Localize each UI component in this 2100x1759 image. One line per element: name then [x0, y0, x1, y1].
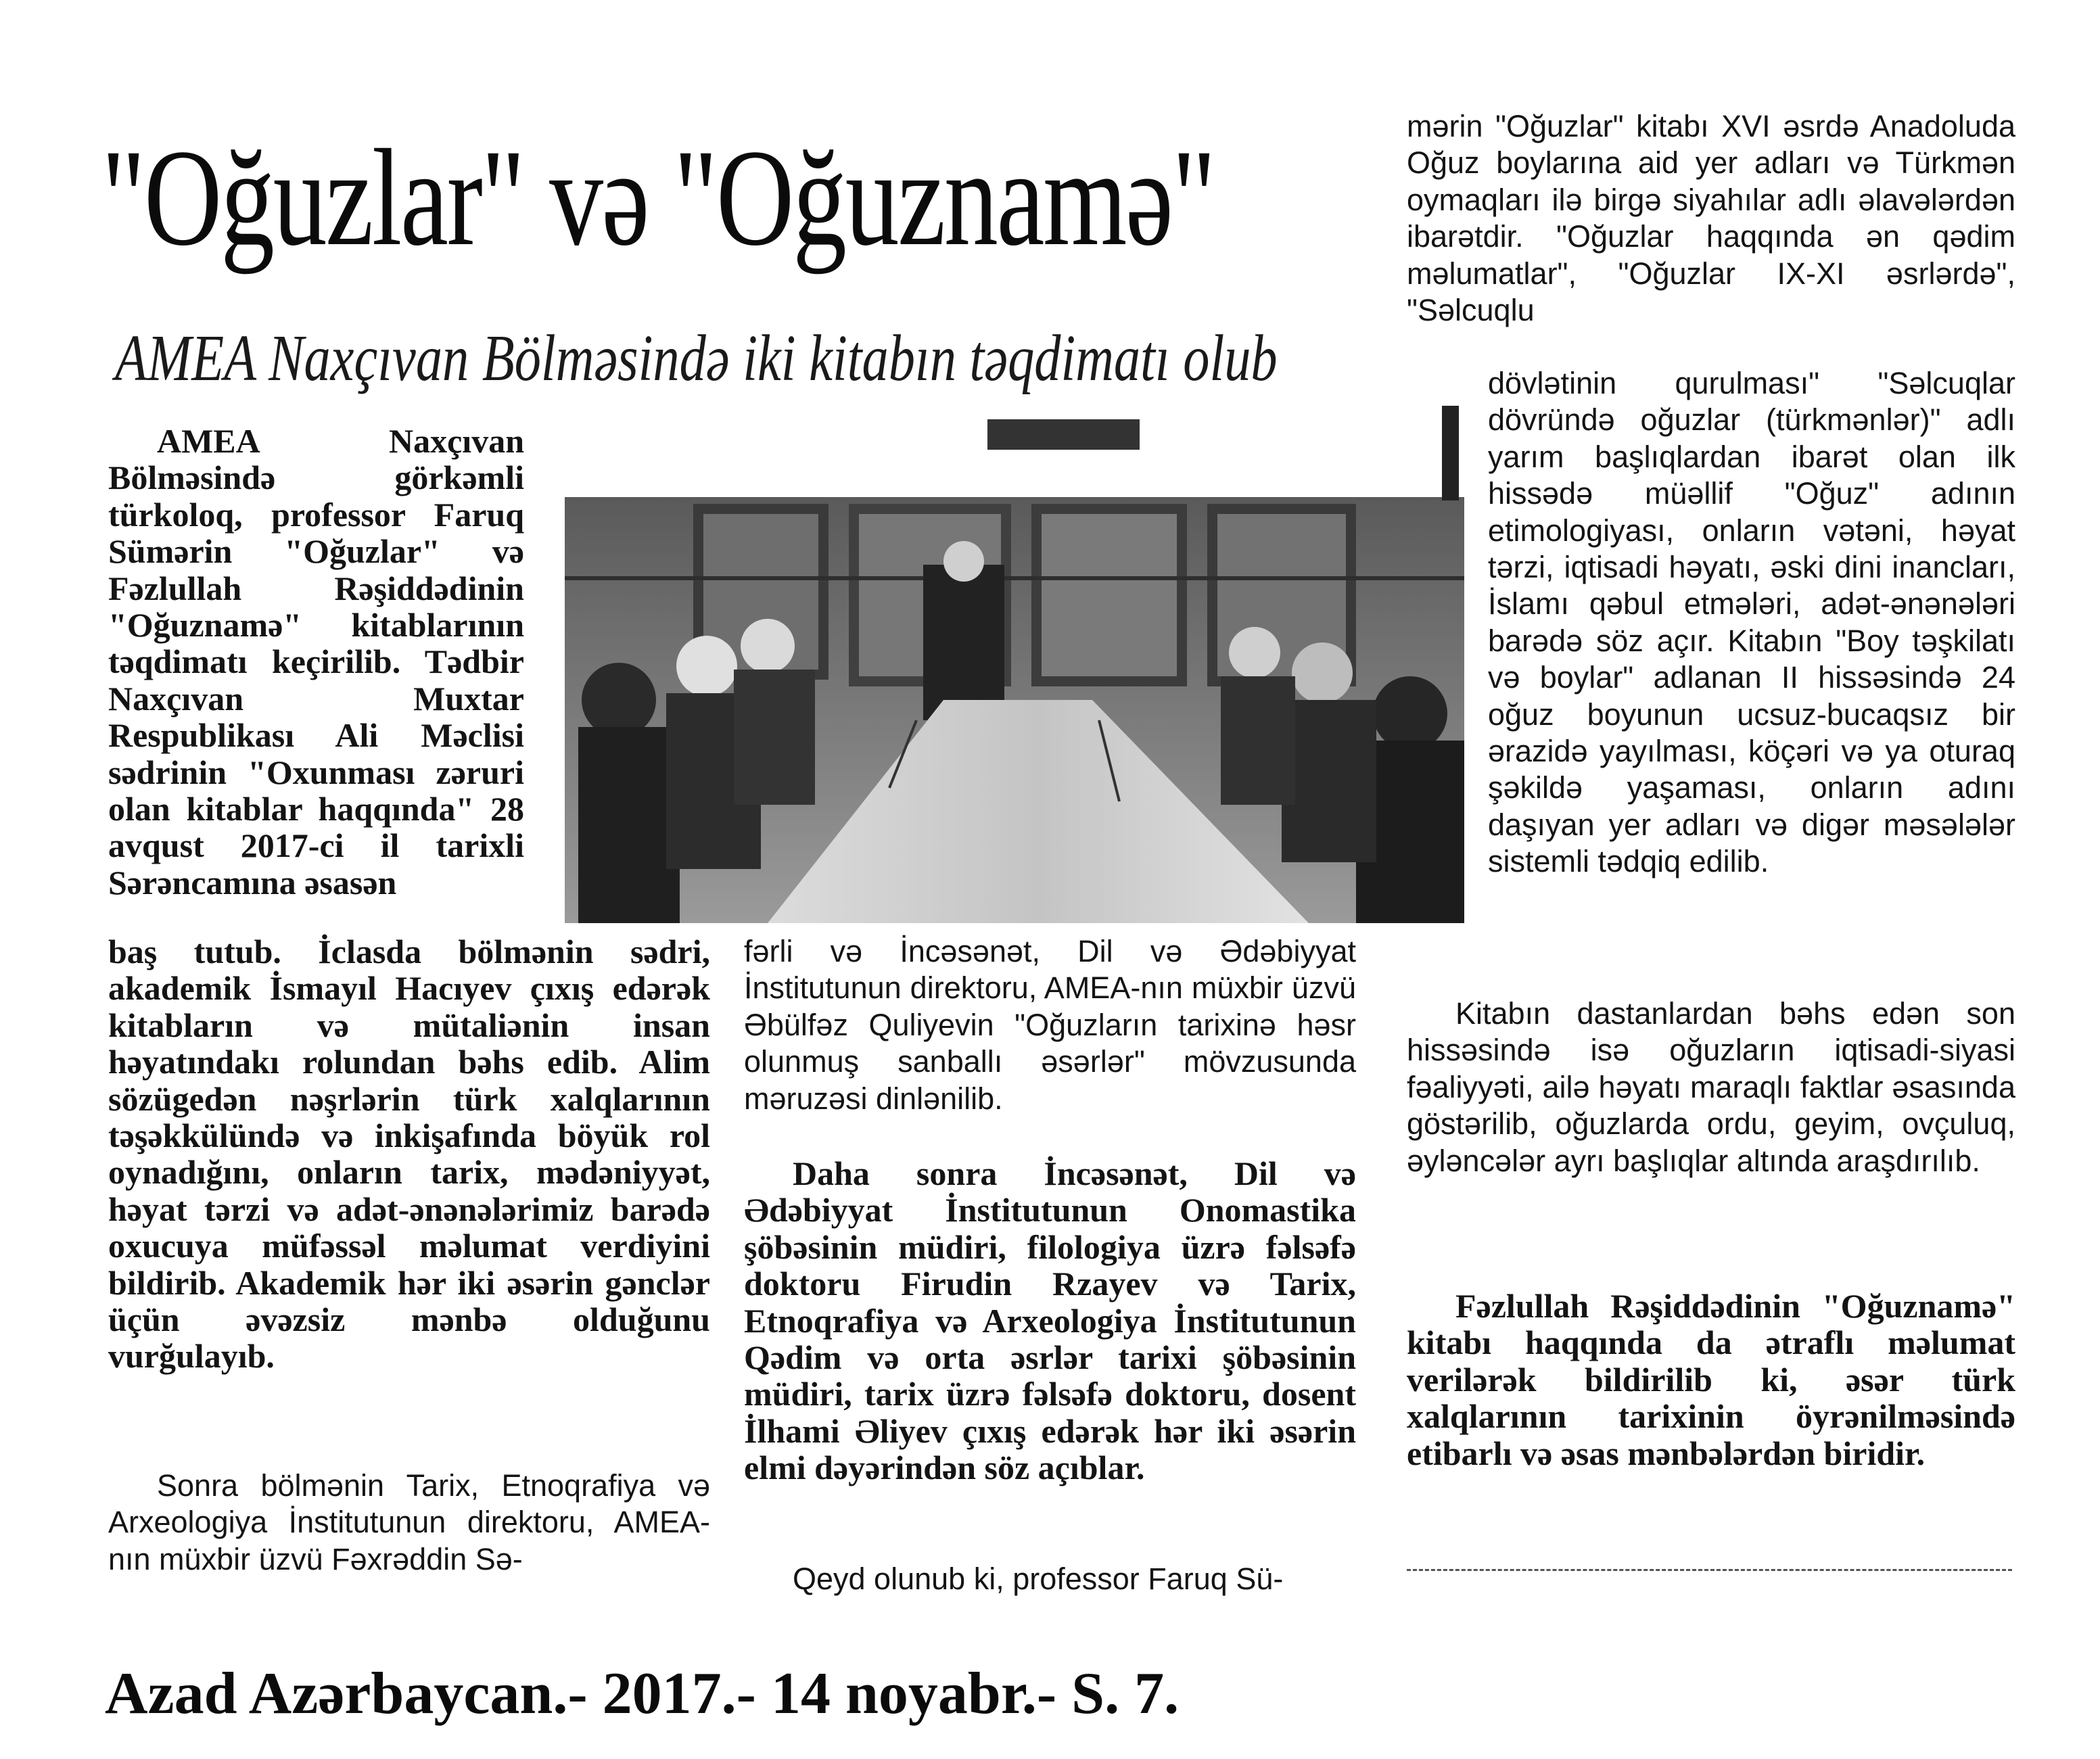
meeting-photo — [565, 497, 1464, 923]
article-subheadline: AMEA Naxçıvan Bölməsində iki kitabın təqdimatı olub — [115, 322, 1278, 395]
article-headline: "Oğuzlar" və "Oğuznamə" — [101, 121, 1215, 275]
drop-cap-mark — [1442, 406, 1459, 500]
col3-para5: Kitabın dastanlardan bəhs edən son hissəsində isə oğuzların iqtisadi-siyasi fəaliyyəti, ailə həyatı maraqlı faktlar əsasında göstərilib, oğuzlarda ordu, geyim, ovçuluq, əyləncələr ayrı başlıqlar altında araşdırılıb. — [1407, 996, 2015, 1178]
meeting-photo-image — [565, 497, 1464, 923]
col3-para4-indented: dövlətinin qurulması" "Səlcuqlar dövründə oğuzlar (türkmənlər)" adlı yarım başlıqlardan ibarət olan ilk hissədə müəllif "Oğuz" adının etimologiyası, onların vətəni, həyat tərzi, iqtisadi həyatı, əski dini inancları, İslamı qəbul etmələri, adət-ənənələri barədə söz açır. Kitabın "Boy təşkilatı və boylar" adlanan II hissəsində 24 oğuz boyunun ucsuz-bucaqsız bir ərazidə yayılması, köçəri və ya oturaq şəkildə yaşaması, onların adını daşıyan yer adları və digər məsələlər sistemli tədqiq edilib. — [1488, 366, 2015, 879]
end-rule-divider — [1407, 1569, 2012, 1573]
col2-para2-continued: fərli və İncəsənət, Dil və Ədəbiyyat İnstitutunun direktoru, AMEA-nın müxbir üzvü Əbülfəz Quliyevin "Oğuzların tarixinə həsr olunmuş sanballı əsərlər" mövzusunda məruzəsi dinlənilib. — [744, 934, 1356, 1116]
col3-para4-continued: mərin "Oğuzlar" kitabı XVI əsrdə Anadoluda Oğuz boylarına aid yer adları və Türkmən oymaqları ilə birgə siyahılar adlı əlavələrdən ibarətdir. "Oğuzlar haqqında ən qədim məlumatlar", "Oğuzlar IX-XI əsrlərdə", "Səlcuqlu — [1407, 109, 2015, 328]
col1-para1-top: AMEA Naxçıvan Bölməsində görkəmli türkoloq, professor Faruq Sümərin "Oğuzlar" və Fəzlullah Rəşiddədinin "Oğuznamə" kitablarının təqdimatı keçirilib. Tədbir Naxçıvan Muxtar Respublikası Ali Məclisi sədrinin "Oxunması zəruri olan kitablar haqqında" 28 avqust 2017-ci il tarixli Sərəncamına əsasən — [108, 422, 524, 901]
source-citation: Azad Azərbaycan.- 2017.- 14 noyabr.- S. 7. — [105, 1661, 1180, 1727]
col1-para1-bottom: baş tutub. İclasda bölmənin sədri, akademik İsmayıl Hacıyev çıxış edərək kitabların və mütaliənin insan həyatındakı rolundan bəhs edib. Alim sözügedən nəşrlərin türk xalqlarının təşəkkülündə və inkişafında böyük rol oynadığını, onların tarix, mədəniyyət, həyat tərzi və adət-ənənələrimiz barədə oxucuya müfəssəl məlumat verdiyini bildirib. Akademik hər iki əsərin gənclər üçün əvəzsiz mənbə olduğunu vurğulayıb. — [108, 933, 710, 1376]
col3-para6: Fəzlullah Rəşiddədinin "Oğuznamə" kitabı haqqında da ətraflı məlumat verilərək bildirilib ki, əsər türk xalqlarının tarixinin öyrənilməsində etibarlı və əsas mənbələrdən biridir. — [1407, 1287, 2015, 1472]
col2-para3: Daha sonra İncəsənət, Dil və Ədəbiyyat İnstitutunun Onomastika şöbəsinin müdiri, filologiya üzrə fəlsəfə doktoru Firudin Rzayev və Tarix, Etnoqrafiya və Arxeologiya İnstitutunun Qədim və orta əsrlər tarixi şöbəsinin müdiri, tarix üzrə fəlsəfə doktoru, dosent İlhami Əliyev çıxış edərək hər iki əsərin elmi dəyərindən söz açıblar. — [744, 1154, 1356, 1487]
col1-para2: Sonra bölmənin Tarix, Etnoqrafiya və Arxeologiya İnstitutunun direktoru, AMEA-nın müxbir üzvü Fəxrəddin Sə- — [108, 1468, 710, 1576]
photo-tab-decoration — [987, 419, 1140, 450]
col2-para4: Qeyd olunub ki, professor Faruq Sü- — [793, 1562, 1284, 1596]
